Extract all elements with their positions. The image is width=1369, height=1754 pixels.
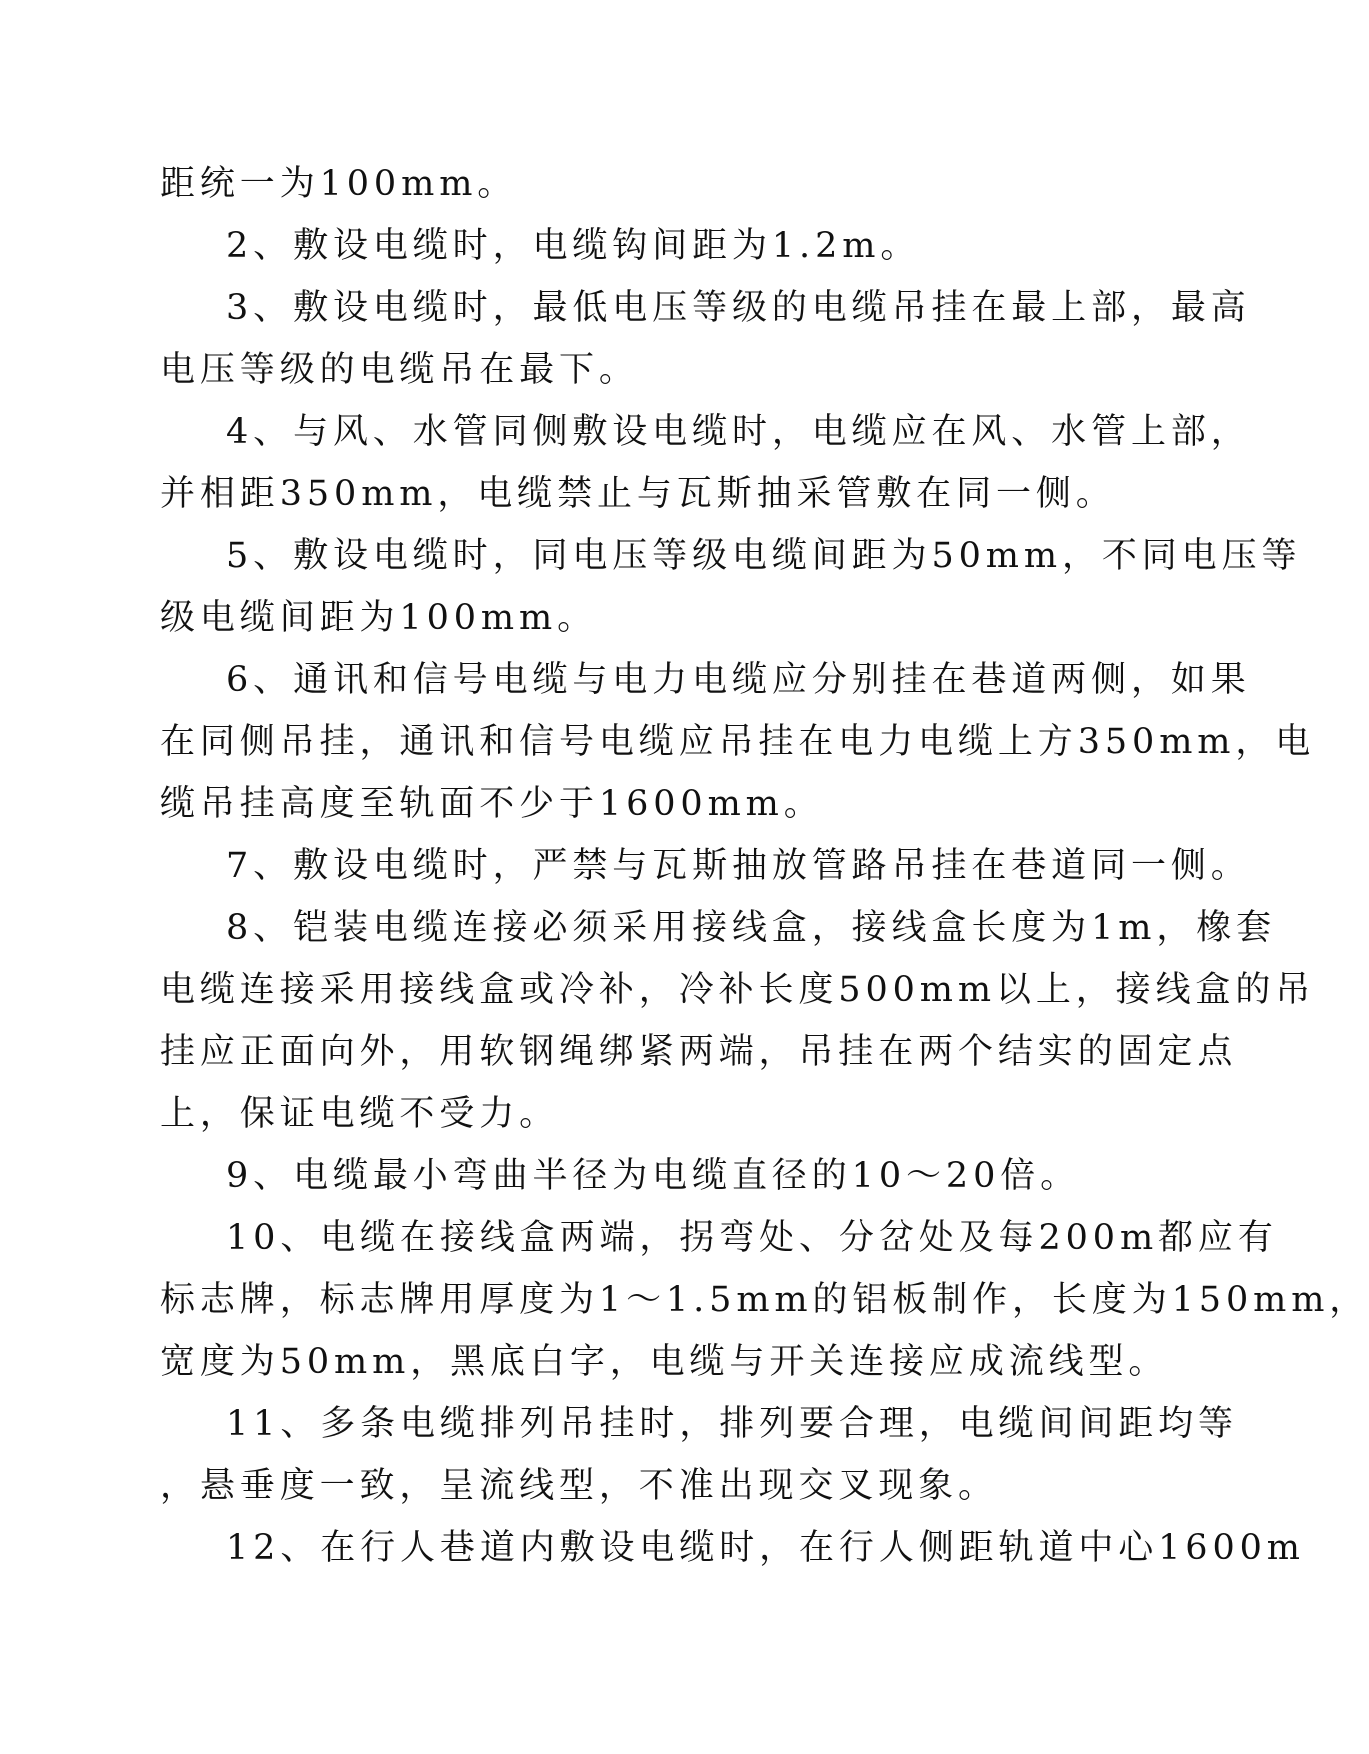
text-line: 6、通讯和信号电缆与电力电缆应分别挂在巷道两侧，如果 — [226, 660, 1251, 700]
text-line: 12、在行人巷道内敷设电缆时，在行人侧距轨道中心1600m — [226, 1528, 1305, 1568]
text-line: 9、电缆最小弯曲半径为电缆直径的10～20倍。 — [226, 1156, 1081, 1196]
text-line: 缆吊挂高度至轨面不少于1600mm。 — [160, 784, 824, 824]
text-line: 10、电缆在接线盒两端，拐弯处、分岔处及每200m都应有 — [226, 1218, 1278, 1258]
text-line: 挂应正面向外，用软钢绳绑紧两端，吊挂在两个结实的固定点 — [160, 1032, 1238, 1072]
text-line: 2、敷设电缆时，电缆钩间距为1.2m。 — [226, 226, 921, 266]
text-line: 11、多条电缆排列吊挂时，排列要合理，电缆间间距均等 — [226, 1404, 1238, 1444]
text-line: 并相距350mm，电缆禁止与瓦斯抽采管敷在同一侧。 — [160, 474, 1116, 514]
text-line: ，悬垂度一致，呈流线型，不准出现交叉现象。 — [160, 1466, 998, 1506]
text-line: 4、与风、水管同侧敷设电缆时，电缆应在风、水管上部， — [226, 412, 1251, 452]
text-line: 8、铠装电缆连接必须采用接线盒，接线盒长度为1m，橡套 — [226, 908, 1277, 948]
text-line: 距统一为100mm。 — [160, 164, 518, 204]
text-line: 电压等级的电缆吊在最下。 — [160, 350, 639, 390]
text-line: 3、敷设电缆时，最低电压等级的电缆吊挂在最上部，最高 — [226, 288, 1251, 328]
text-line: 宽度为50mm，黑底白字，电缆与开关连接应成流线型。 — [160, 1342, 1169, 1382]
text-line: 级电缆间距为100mm。 — [160, 598, 597, 638]
text-line: 在同侧吊挂，通讯和信号电缆应吊挂在电力电缆上方350mm，电 — [160, 722, 1316, 762]
text-line: 电缆连接采用接线盒或冷补，冷补长度500mm以上，接线盒的吊 — [160, 970, 1316, 1010]
text-line: 5、敷设电缆时，同电压等级电缆间距为50mm，不同电压等 — [226, 536, 1302, 576]
text-line: 7、敷设电缆时，严禁与瓦斯抽放管路吊挂在巷道同一侧。 — [226, 846, 1251, 886]
text-line: 标志牌，标志牌用厚度为1～1.5mm的铝板制作，长度为150mm， — [160, 1280, 1369, 1320]
text-line: 上，保证电缆不受力。 — [160, 1094, 560, 1134]
